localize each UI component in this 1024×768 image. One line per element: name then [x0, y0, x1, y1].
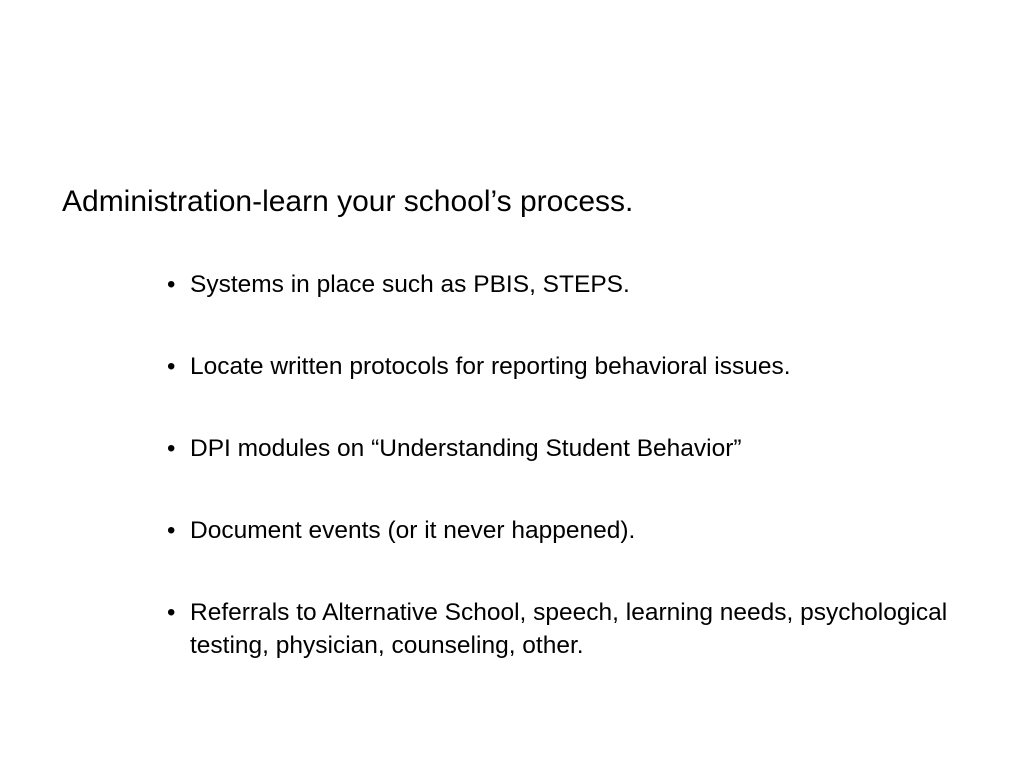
- bullet-list: [160, 268, 980, 711]
- bullet-icon: •: [167, 517, 176, 544]
- bullet-item: [160, 350, 980, 383]
- bullet-text: Referrals to Alternative School, speech, learning needs, psychological testing, physician, counseling, other.: [190, 599, 948, 659]
- bullet-icon: •: [167, 599, 176, 626]
- bullet-text: Systems in place such as PBIS, STEPS.: [190, 271, 630, 298]
- bullet-text: Document events (or it never happened).: [190, 517, 636, 544]
- bullet-item: [160, 596, 980, 662]
- bullet-icon: •: [167, 353, 176, 380]
- bullet-item: [160, 432, 980, 465]
- bullet-icon: •: [167, 271, 176, 298]
- bullet-text: DPI modules on “Understanding Student Behavior”: [190, 435, 742, 462]
- bullet-item: [160, 514, 980, 547]
- bullet-text: Locate written protocols for reporting behavioral issues.: [190, 353, 791, 380]
- bullet-item: [160, 268, 980, 301]
- slide-heading: Administration-learn your school’s process.: [62, 185, 634, 218]
- bullet-icon: •: [167, 435, 176, 462]
